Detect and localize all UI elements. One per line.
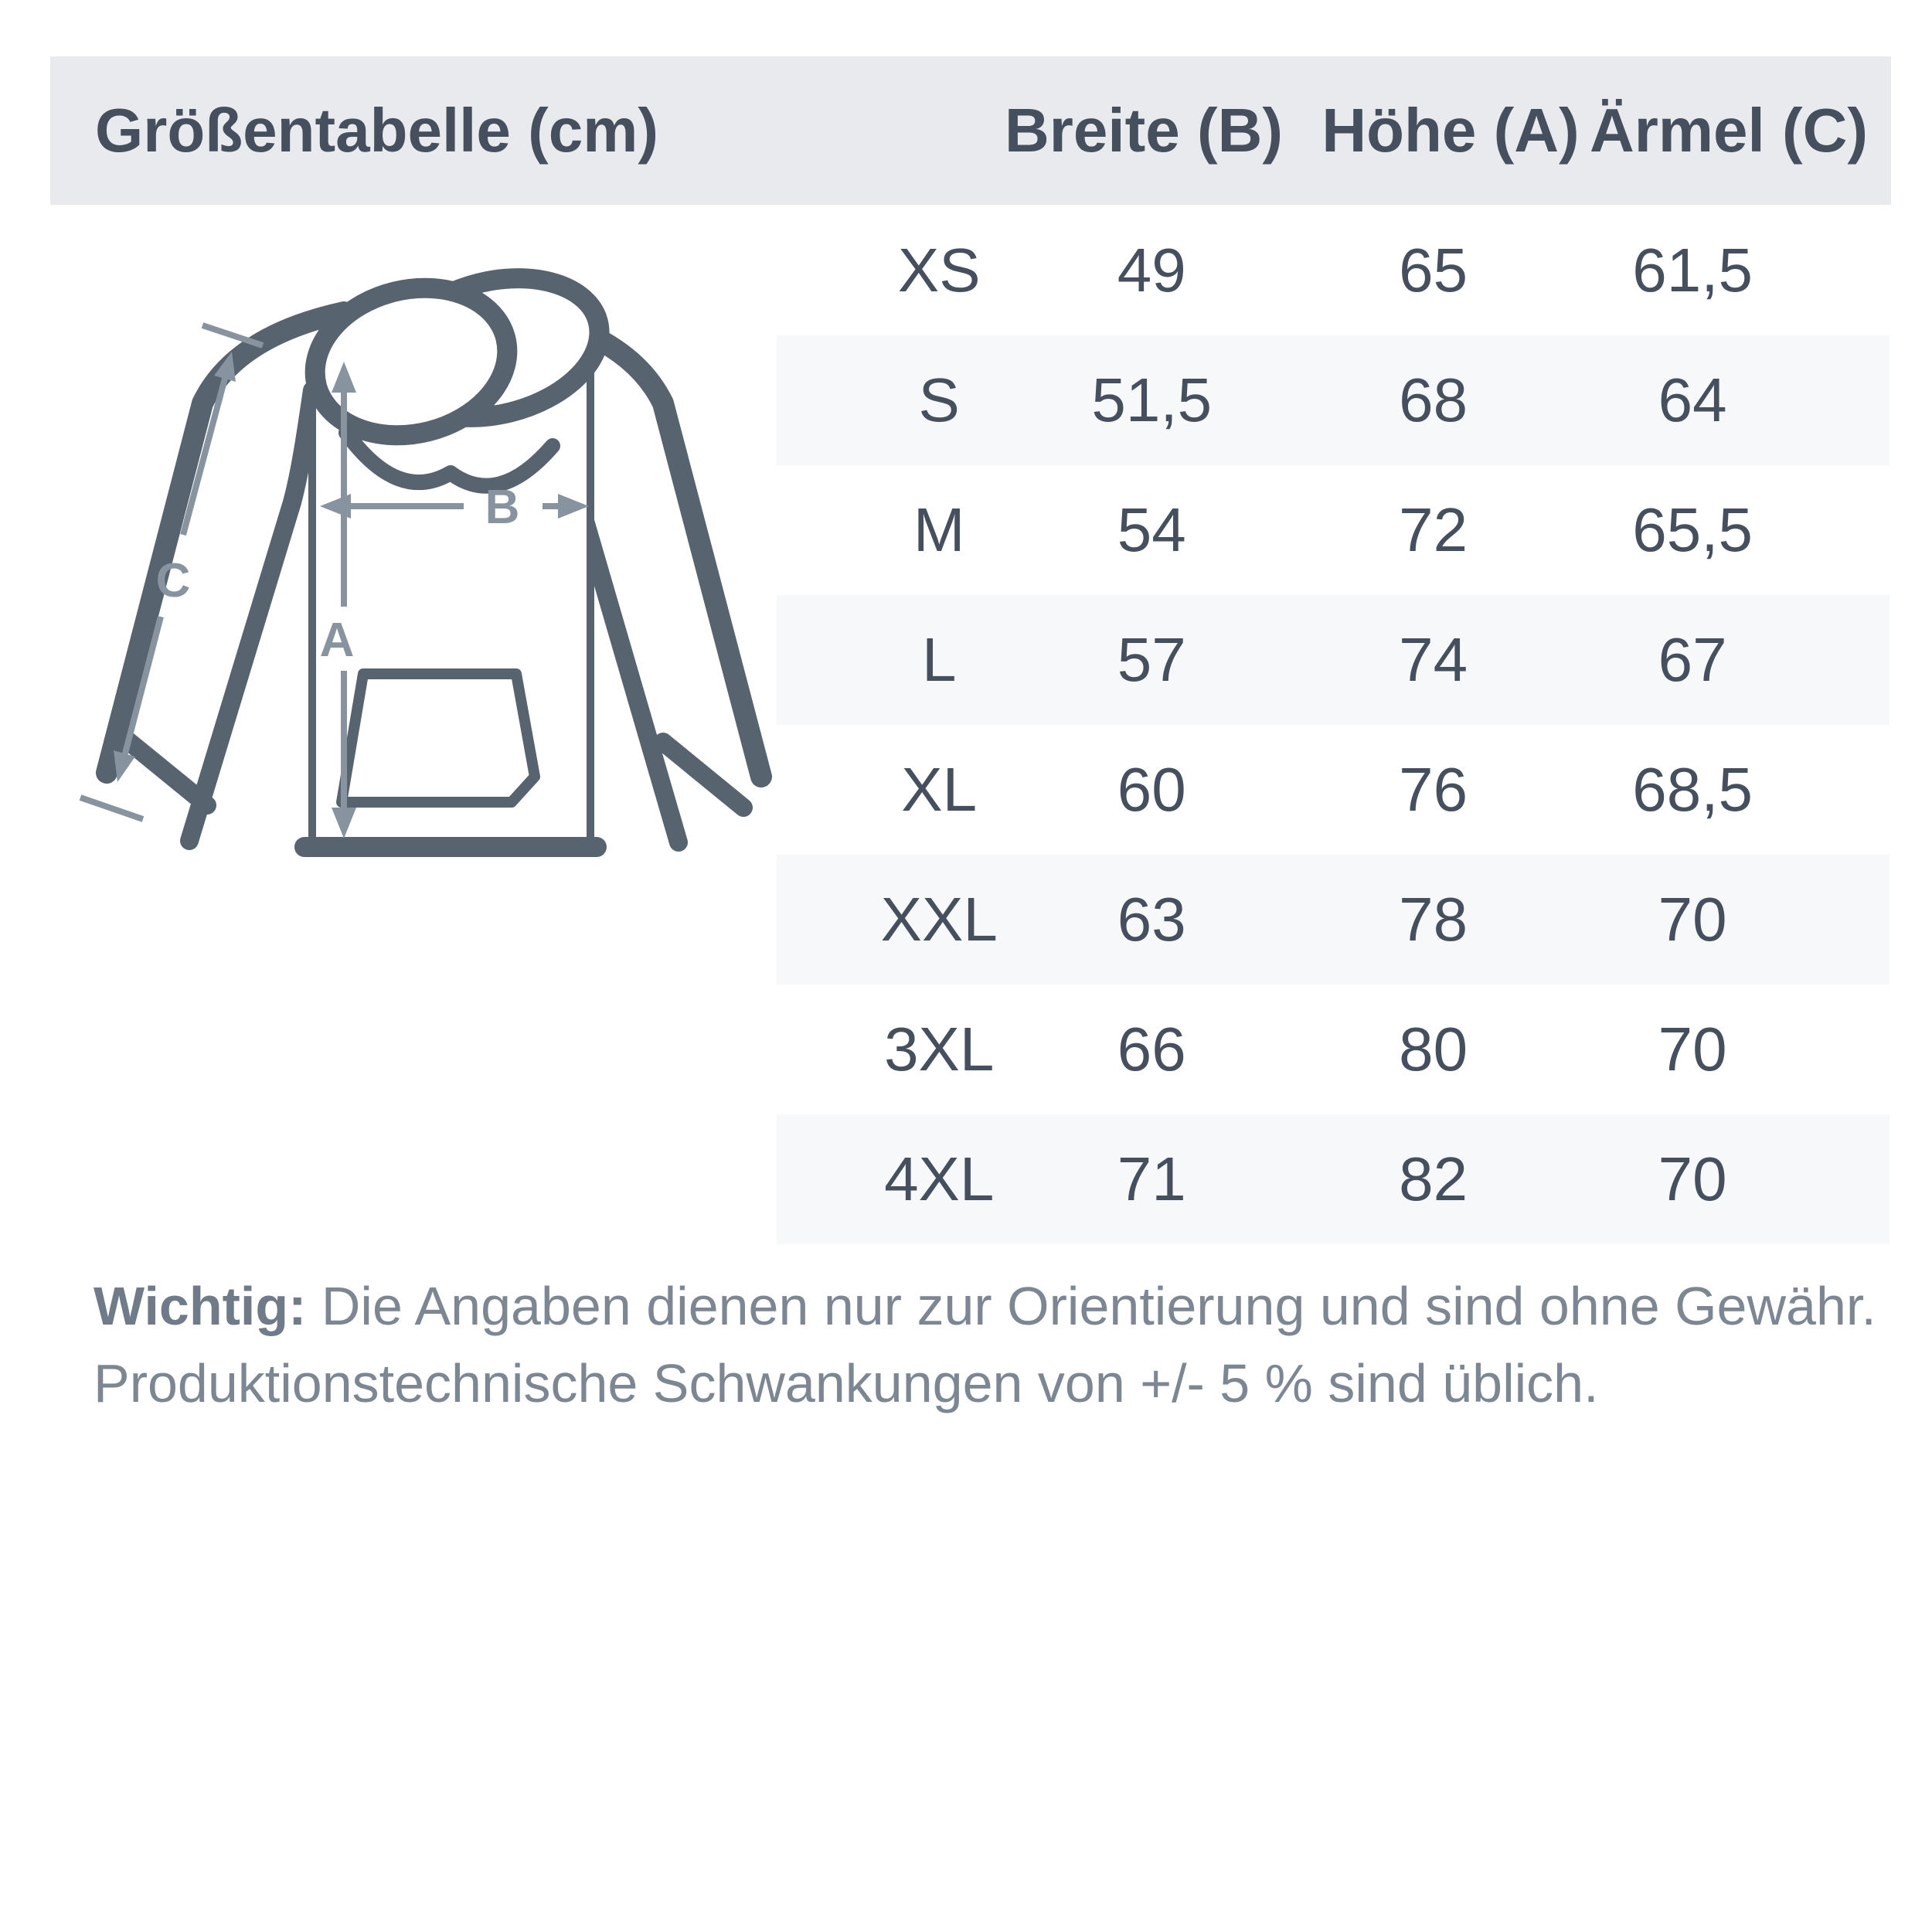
breite-cell: 63 <box>1117 885 1186 954</box>
hoehe-cell: 80 <box>1399 1015 1468 1083</box>
table-row <box>777 855 1889 985</box>
table-row <box>777 595 1889 725</box>
breite-cell: 71 <box>1117 1145 1186 1213</box>
aermel-cell: 61,5 <box>1632 236 1753 304</box>
column-header-breite: Breite (B) <box>1004 96 1284 165</box>
size-cell: XS <box>897 236 981 304</box>
aermel-cell: 70 <box>1658 1015 1727 1083</box>
size-cell: S <box>918 366 960 434</box>
size-cell: 4XL <box>884 1145 995 1213</box>
page-title: Größentabelle (cm) <box>95 96 659 165</box>
hoehe-cell: 78 <box>1399 885 1468 954</box>
kangaroo-pocket <box>342 674 535 802</box>
breite-cell: 57 <box>1117 625 1186 694</box>
table-row <box>777 465 1889 595</box>
size-cell: L <box>921 625 957 694</box>
hoehe-cell: 72 <box>1399 495 1468 564</box>
table-row <box>777 725 1889 855</box>
column-header-hoehe: Höhe (A) <box>1321 96 1580 165</box>
breite-cell: 60 <box>1117 755 1186 824</box>
breite-cell: 66 <box>1117 1015 1186 1083</box>
table-row <box>777 206 1889 335</box>
aermel-cell: 64 <box>1658 366 1727 434</box>
hoehe-cell: 76 <box>1399 755 1468 824</box>
aermel-cell: 67 <box>1658 625 1727 694</box>
label-a: A <box>319 614 355 667</box>
aermel-cell: 68,5 <box>1632 755 1753 824</box>
label-c: C <box>155 554 191 607</box>
size-cell: M <box>913 495 965 564</box>
table-row <box>777 985 1889 1114</box>
footer-important-label: Wichtig: <box>94 1276 307 1336</box>
size-cell: XL <box>901 755 978 824</box>
hoehe-cell: 68 <box>1399 366 1468 434</box>
label-b: B <box>485 481 520 534</box>
hoehe-cell: 74 <box>1399 625 1468 694</box>
table-row <box>777 1114 1889 1244</box>
table-row <box>777 335 1889 465</box>
hoodie-measurement-diagram <box>46 205 781 900</box>
aermel-cell: 70 <box>1658 1145 1727 1213</box>
size-cell: 3XL <box>884 1015 995 1083</box>
hoehe-cell: 65 <box>1399 236 1468 304</box>
header-bar <box>50 56 1891 205</box>
size-table <box>777 206 1889 1244</box>
breite-cell: 51,5 <box>1091 366 1213 434</box>
footer-note <box>94 1267 1894 1422</box>
footer-line2: Produktionstechnische Schwankungen von +/- 5 % sind üblich. <box>94 1353 1599 1413</box>
breite-cell: 54 <box>1117 495 1186 564</box>
breite-cell: 49 <box>1117 236 1186 304</box>
hoehe-cell: 82 <box>1399 1145 1468 1213</box>
aermel-cell: 70 <box>1658 885 1727 954</box>
footer-line1: Wichtig: Die Angaben dienen nur zur Orientierung und sind ohne Gewähr. <box>94 1276 1876 1336</box>
size-cell: XXL <box>880 885 998 954</box>
aermel-cell: 65,5 <box>1632 495 1753 564</box>
column-header-aermel: Ärmel (C) <box>1589 96 1869 165</box>
